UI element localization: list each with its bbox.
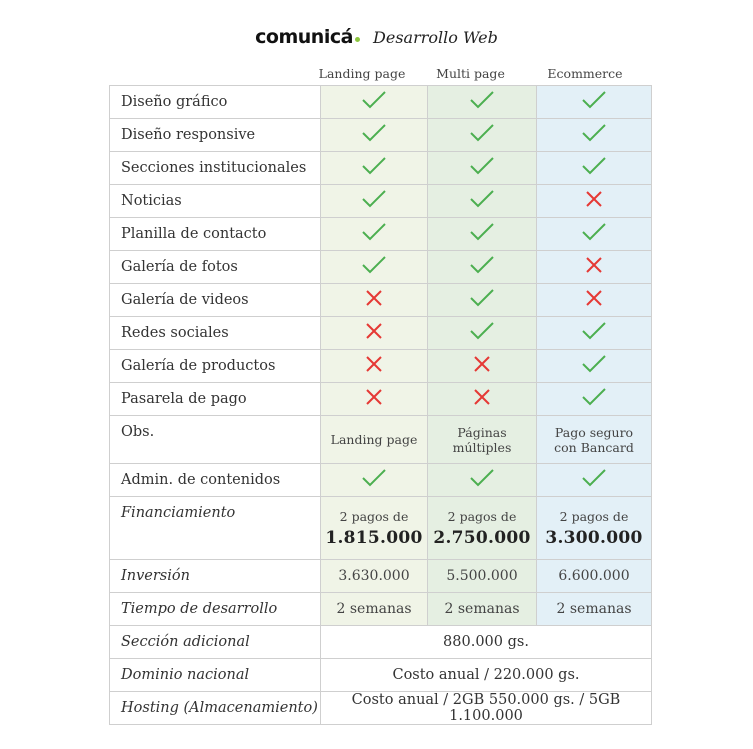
obs-multi-line1: Páginas	[457, 424, 507, 440]
cross-icon	[472, 354, 492, 374]
seccion-label: Sección adicional	[110, 626, 321, 659]
check-icon	[361, 156, 387, 176]
feature-multi-cell	[428, 284, 537, 317]
brand-dot-icon	[355, 37, 360, 42]
obs-landing	[321, 416, 428, 464]
feature-landing-cell	[321, 119, 428, 152]
cross-icon	[364, 354, 384, 374]
feature-label: Secciones institucionales	[110, 152, 321, 185]
check-icon	[581, 156, 607, 176]
obs-ecommerce-line2: con Bancard	[554, 439, 634, 455]
fin-multi-prefix: 2 pagos de	[447, 508, 517, 524]
feature-row	[110, 86, 652, 119]
check-icon	[469, 123, 495, 143]
feature-row	[110, 284, 652, 317]
feature-ecommerce-cell	[537, 218, 652, 251]
admin-landing	[321, 464, 428, 497]
feature-multi-cell	[428, 251, 537, 284]
fin-multi	[428, 497, 537, 560]
feature-multi-cell	[428, 383, 537, 416]
feature-label: Pasarela de pago	[110, 383, 321, 416]
inversion-multi: 5.500.000	[428, 560, 537, 593]
column-header-ecommerce: Ecommerce	[547, 66, 623, 81]
inversion-landing: 3.630.000	[321, 560, 428, 593]
check-icon	[361, 189, 387, 209]
hosting-row	[110, 692, 652, 725]
fin-ecommerce-prefix: 2 pagos de	[559, 508, 629, 524]
pricing-table	[109, 85, 652, 725]
fin-landing-value: 1.815.000	[325, 527, 423, 548]
obs-multi	[428, 416, 537, 464]
feature-label: Redes sociales	[110, 317, 321, 350]
check-icon	[581, 468, 607, 488]
financiamiento-label: Financiamiento	[110, 497, 321, 560]
fin-ecommerce-value: 3.300.000	[545, 527, 643, 548]
dominio-row	[110, 659, 652, 692]
check-icon	[581, 123, 607, 143]
check-icon	[469, 321, 495, 341]
feature-multi-cell	[428, 350, 537, 383]
column-header-landing: Landing page	[318, 66, 406, 81]
hosting-value: Costo anual / 2GB 550.000 gs. / 5GB 1.100.000	[321, 692, 652, 725]
check-icon	[469, 90, 495, 110]
seccion-row	[110, 626, 652, 659]
fin-landing-prefix: 2 pagos de	[339, 508, 409, 524]
feature-landing-cell	[321, 350, 428, 383]
tiempo-row	[110, 593, 652, 626]
hosting-label: Hosting (Almacenamiento)	[110, 692, 321, 725]
check-icon	[581, 387, 607, 407]
check-icon	[581, 321, 607, 341]
feature-label: Noticias	[110, 185, 321, 218]
check-icon	[469, 189, 495, 209]
feature-row	[110, 251, 652, 284]
obs-row	[110, 416, 652, 464]
fin-landing	[321, 497, 428, 560]
seccion-value: 880.000 gs.	[321, 626, 652, 659]
feature-landing-cell	[321, 86, 428, 119]
fin-ecommerce	[537, 497, 652, 560]
check-icon	[581, 90, 607, 110]
obs-multi-line2: múltiples	[452, 439, 512, 455]
feature-label: Galería de videos	[110, 284, 321, 317]
feature-ecommerce-cell	[537, 350, 652, 383]
admin-label: Admin. de contenidos	[110, 464, 321, 497]
check-icon	[469, 288, 495, 308]
check-icon	[469, 255, 495, 275]
admin-ecommerce	[537, 464, 652, 497]
brand-logo: comunicá	[255, 26, 360, 48]
tiempo-ecommerce: 2 semanas	[537, 593, 652, 626]
feature-ecommerce-cell	[537, 317, 652, 350]
dominio-label: Dominio nacional	[110, 659, 321, 692]
feature-landing-cell	[321, 251, 428, 284]
fin-multi-value: 2.750.000	[433, 527, 531, 548]
cross-icon	[364, 387, 384, 407]
summary-rows	[110, 416, 652, 725]
feature-label: Galería de productos	[110, 350, 321, 383]
feature-landing-cell	[321, 218, 428, 251]
feature-multi-cell	[428, 86, 537, 119]
check-icon	[361, 90, 387, 110]
feature-ecommerce-cell	[537, 383, 652, 416]
feature-label: Galería de fotos	[110, 251, 321, 284]
check-icon	[469, 222, 495, 242]
cross-icon	[364, 321, 384, 341]
feature-multi-cell	[428, 185, 537, 218]
feature-rows	[110, 86, 652, 416]
feature-row	[110, 152, 652, 185]
cross-icon	[584, 255, 604, 275]
check-icon	[361, 222, 387, 242]
feature-multi-cell	[428, 317, 537, 350]
feature-ecommerce-cell	[537, 86, 652, 119]
feature-row	[110, 383, 652, 416]
feature-multi-cell	[428, 218, 537, 251]
inversion-row	[110, 560, 652, 593]
admin-row	[110, 464, 652, 497]
obs-label: Obs.	[110, 416, 321, 464]
check-icon	[361, 468, 387, 488]
feature-ecommerce-cell	[537, 284, 652, 317]
cross-icon	[472, 387, 492, 407]
feature-row	[110, 185, 652, 218]
check-icon	[361, 255, 387, 275]
obs-landing-text: Landing page	[330, 432, 418, 447]
obs-ecommerce	[537, 416, 652, 464]
inversion-label: Inversión	[110, 560, 321, 593]
dominio-value: Costo anual / 220.000 gs.	[321, 659, 652, 692]
feature-multi-cell	[428, 152, 537, 185]
feature-landing-cell	[321, 383, 428, 416]
feature-label: Diseño gráfico	[110, 86, 321, 119]
header	[0, 26, 753, 48]
tiempo-multi: 2 semanas	[428, 593, 537, 626]
feature-ecommerce-cell	[537, 119, 652, 152]
check-icon	[469, 156, 495, 176]
feature-multi-cell	[428, 119, 537, 152]
inversion-ecommerce: 6.600.000	[537, 560, 652, 593]
feature-label: Diseño responsive	[110, 119, 321, 152]
tiempo-landing: 2 semanas	[321, 593, 428, 626]
check-icon	[581, 354, 607, 374]
cross-icon	[584, 189, 604, 209]
feature-ecommerce-cell	[537, 152, 652, 185]
cross-icon	[364, 288, 384, 308]
cross-icon	[584, 288, 604, 308]
check-icon	[581, 222, 607, 242]
financiamiento-row	[110, 497, 652, 560]
page-subtitle: Desarrollo Web	[373, 28, 498, 47]
check-icon	[469, 468, 495, 488]
feature-row	[110, 218, 652, 251]
feature-ecommerce-cell	[537, 185, 652, 218]
feature-landing-cell	[321, 152, 428, 185]
feature-landing-cell	[321, 185, 428, 218]
obs-ecommerce-line1: Pago seguro	[554, 424, 634, 440]
feature-row	[110, 119, 652, 152]
feature-landing-cell	[321, 317, 428, 350]
column-header-multi: Multi page	[436, 66, 505, 81]
feature-row	[110, 350, 652, 383]
feature-label: Planilla de contacto	[110, 218, 321, 251]
feature-row	[110, 317, 652, 350]
check-icon	[361, 123, 387, 143]
feature-ecommerce-cell	[537, 251, 652, 284]
admin-multi	[428, 464, 537, 497]
tiempo-label: Tiempo de desarrollo	[110, 593, 321, 626]
feature-landing-cell	[321, 284, 428, 317]
